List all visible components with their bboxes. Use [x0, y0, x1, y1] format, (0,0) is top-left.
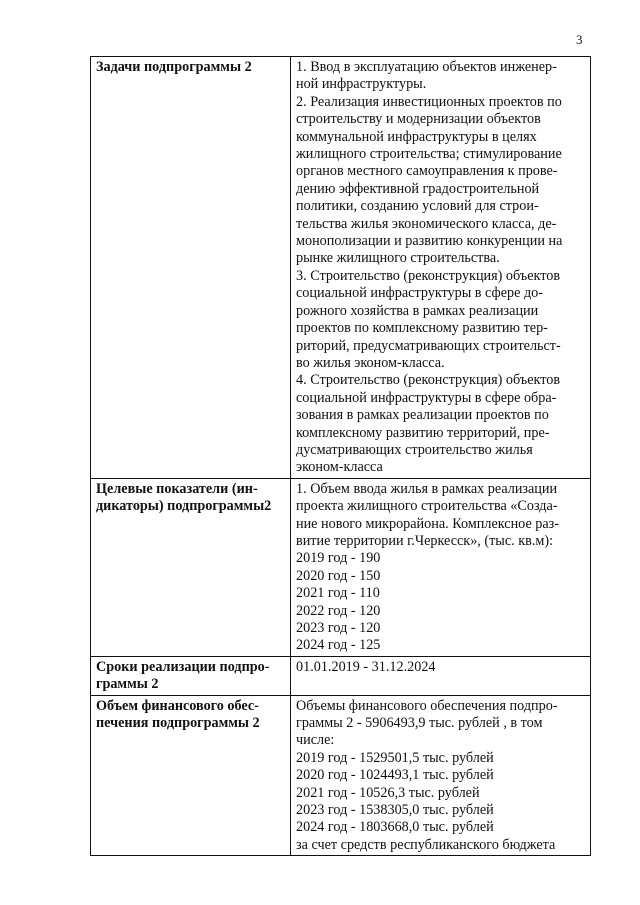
- value-line: 2. Реализация инвестиционных проектов по: [296, 93, 562, 110]
- value-line: 2021 год - 110: [296, 585, 380, 602]
- value-line: 01.01.2019 - 31.12.2024: [296, 658, 436, 675]
- page-number: 3: [576, 32, 583, 47]
- value-line: эконом-класса: [296, 459, 383, 476]
- table-row-tasks: [91, 57, 591, 479]
- table-row-funding: [91, 695, 591, 856]
- value-line: числе:: [296, 732, 335, 749]
- value-line: ние нового микрорайона. Комплексное раз-: [296, 515, 560, 532]
- value-line: политики, созданию условий для строи-: [296, 198, 539, 215]
- value-line: 2019 год - 1529501,5 тыс. рублей: [296, 749, 494, 766]
- label-cell-tasks: [91, 57, 291, 479]
- value-line: 2023 год - 120: [296, 620, 381, 636]
- value-line: витие территории г.Черкесск», (тыс. кв.м):: [296, 532, 554, 549]
- value-line: 1. Объем ввода жилья в рамках реализации: [296, 480, 558, 497]
- value-line: социальной инфраструктуры в сфере обра-: [296, 389, 557, 406]
- label-line: печения подпрограммы 2: [96, 715, 260, 732]
- value-line: жилищного строительства; стимулирование: [296, 146, 562, 163]
- value-line: органов местного самоуправления к прове-: [296, 163, 558, 180]
- value-cell-terms: [291, 656, 591, 695]
- value-line: 2021 год - 10526,3 тыс. рублей: [296, 784, 480, 801]
- value-line: 2020 год - 150: [296, 567, 381, 584]
- value-line: социальной инфраструктуры в сфере до-: [296, 285, 543, 302]
- value-line: граммы 2 - 5906493,9 тыс. рублей , в том: [296, 715, 543, 732]
- value-line: комплексному развитию территорий, пре-: [296, 424, 550, 441]
- table-row-terms: [91, 656, 591, 695]
- value-line: дусматривающих строительство жилья: [296, 441, 533, 458]
- label-line: дикаторы) подпрограммы2: [96, 498, 272, 515]
- value-line: рынке жилищного строительства.: [296, 250, 500, 267]
- value-line: 2019 год - 190: [296, 550, 381, 567]
- label-line: Задачи подпрограммы 2: [96, 59, 252, 75]
- value-line: дению эффективной градостроительной: [296, 180, 540, 197]
- value-line: тельства жилья экономического класса, де-: [296, 215, 557, 232]
- value-line: 2020 год - 1024493,1 тыс. рублей: [296, 767, 494, 784]
- value-line: монополизации и развитию конкуренции на: [296, 233, 563, 250]
- label-line: Объем финансового обес-: [96, 697, 259, 714]
- value-line: ной инфраструктуры.: [296, 76, 427, 93]
- label-cell-funding: [91, 695, 291, 856]
- value-line: проекта жилищного строительства «Созда-: [296, 498, 558, 515]
- value-line: риторий, предусматривающих строительст-: [296, 337, 561, 354]
- value-cell-tasks: [291, 57, 591, 479]
- value-line: коммунальной инфраструктуры в целях: [296, 128, 537, 145]
- label-cell-indicators: [91, 478, 291, 656]
- label-cell-terms: [91, 656, 291, 695]
- table-row-indicators: [91, 478, 591, 656]
- value-line: 3. Строительство (реконструкция) объектов: [296, 267, 561, 284]
- value-line: рожного хозяйства в рамках реализации: [296, 302, 539, 319]
- value-line: зования в рамках реализации проектов по: [296, 407, 549, 424]
- value-line: строительству и модернизации объектов: [296, 111, 541, 128]
- value-line: проектов по комплексному развитию тер-: [296, 320, 548, 337]
- value-line: 2023 год - 1538305,0 тыс. рублей: [296, 802, 494, 819]
- value-line: Объемы финансового обеспечения подпро-: [296, 697, 558, 714]
- value-line: 2024 год - 125: [296, 637, 381, 654]
- label-line: граммы 2: [96, 676, 159, 693]
- value-line: во жилья эконом-класса.: [296, 354, 445, 371]
- label-line: Сроки реализации подпро-: [96, 658, 270, 675]
- value-line: 4. Строительство (реконструкция) объектов: [296, 372, 561, 389]
- value-line: 2024 год - 1803668,0 тыс. рублей: [296, 819, 494, 836]
- value-cell-indicators: [291, 478, 591, 656]
- value-line: за счет средств республиканского бюджета: [296, 836, 556, 853]
- label-line: Целевые показатели (ин-: [96, 480, 258, 497]
- subprogram-passport-table: [90, 56, 591, 856]
- value-line: 1. Ввод в эксплуатацию объектов инженер-: [296, 59, 557, 75]
- value-cell-funding: [291, 695, 591, 856]
- value-line: 2022 год - 120: [296, 602, 381, 619]
